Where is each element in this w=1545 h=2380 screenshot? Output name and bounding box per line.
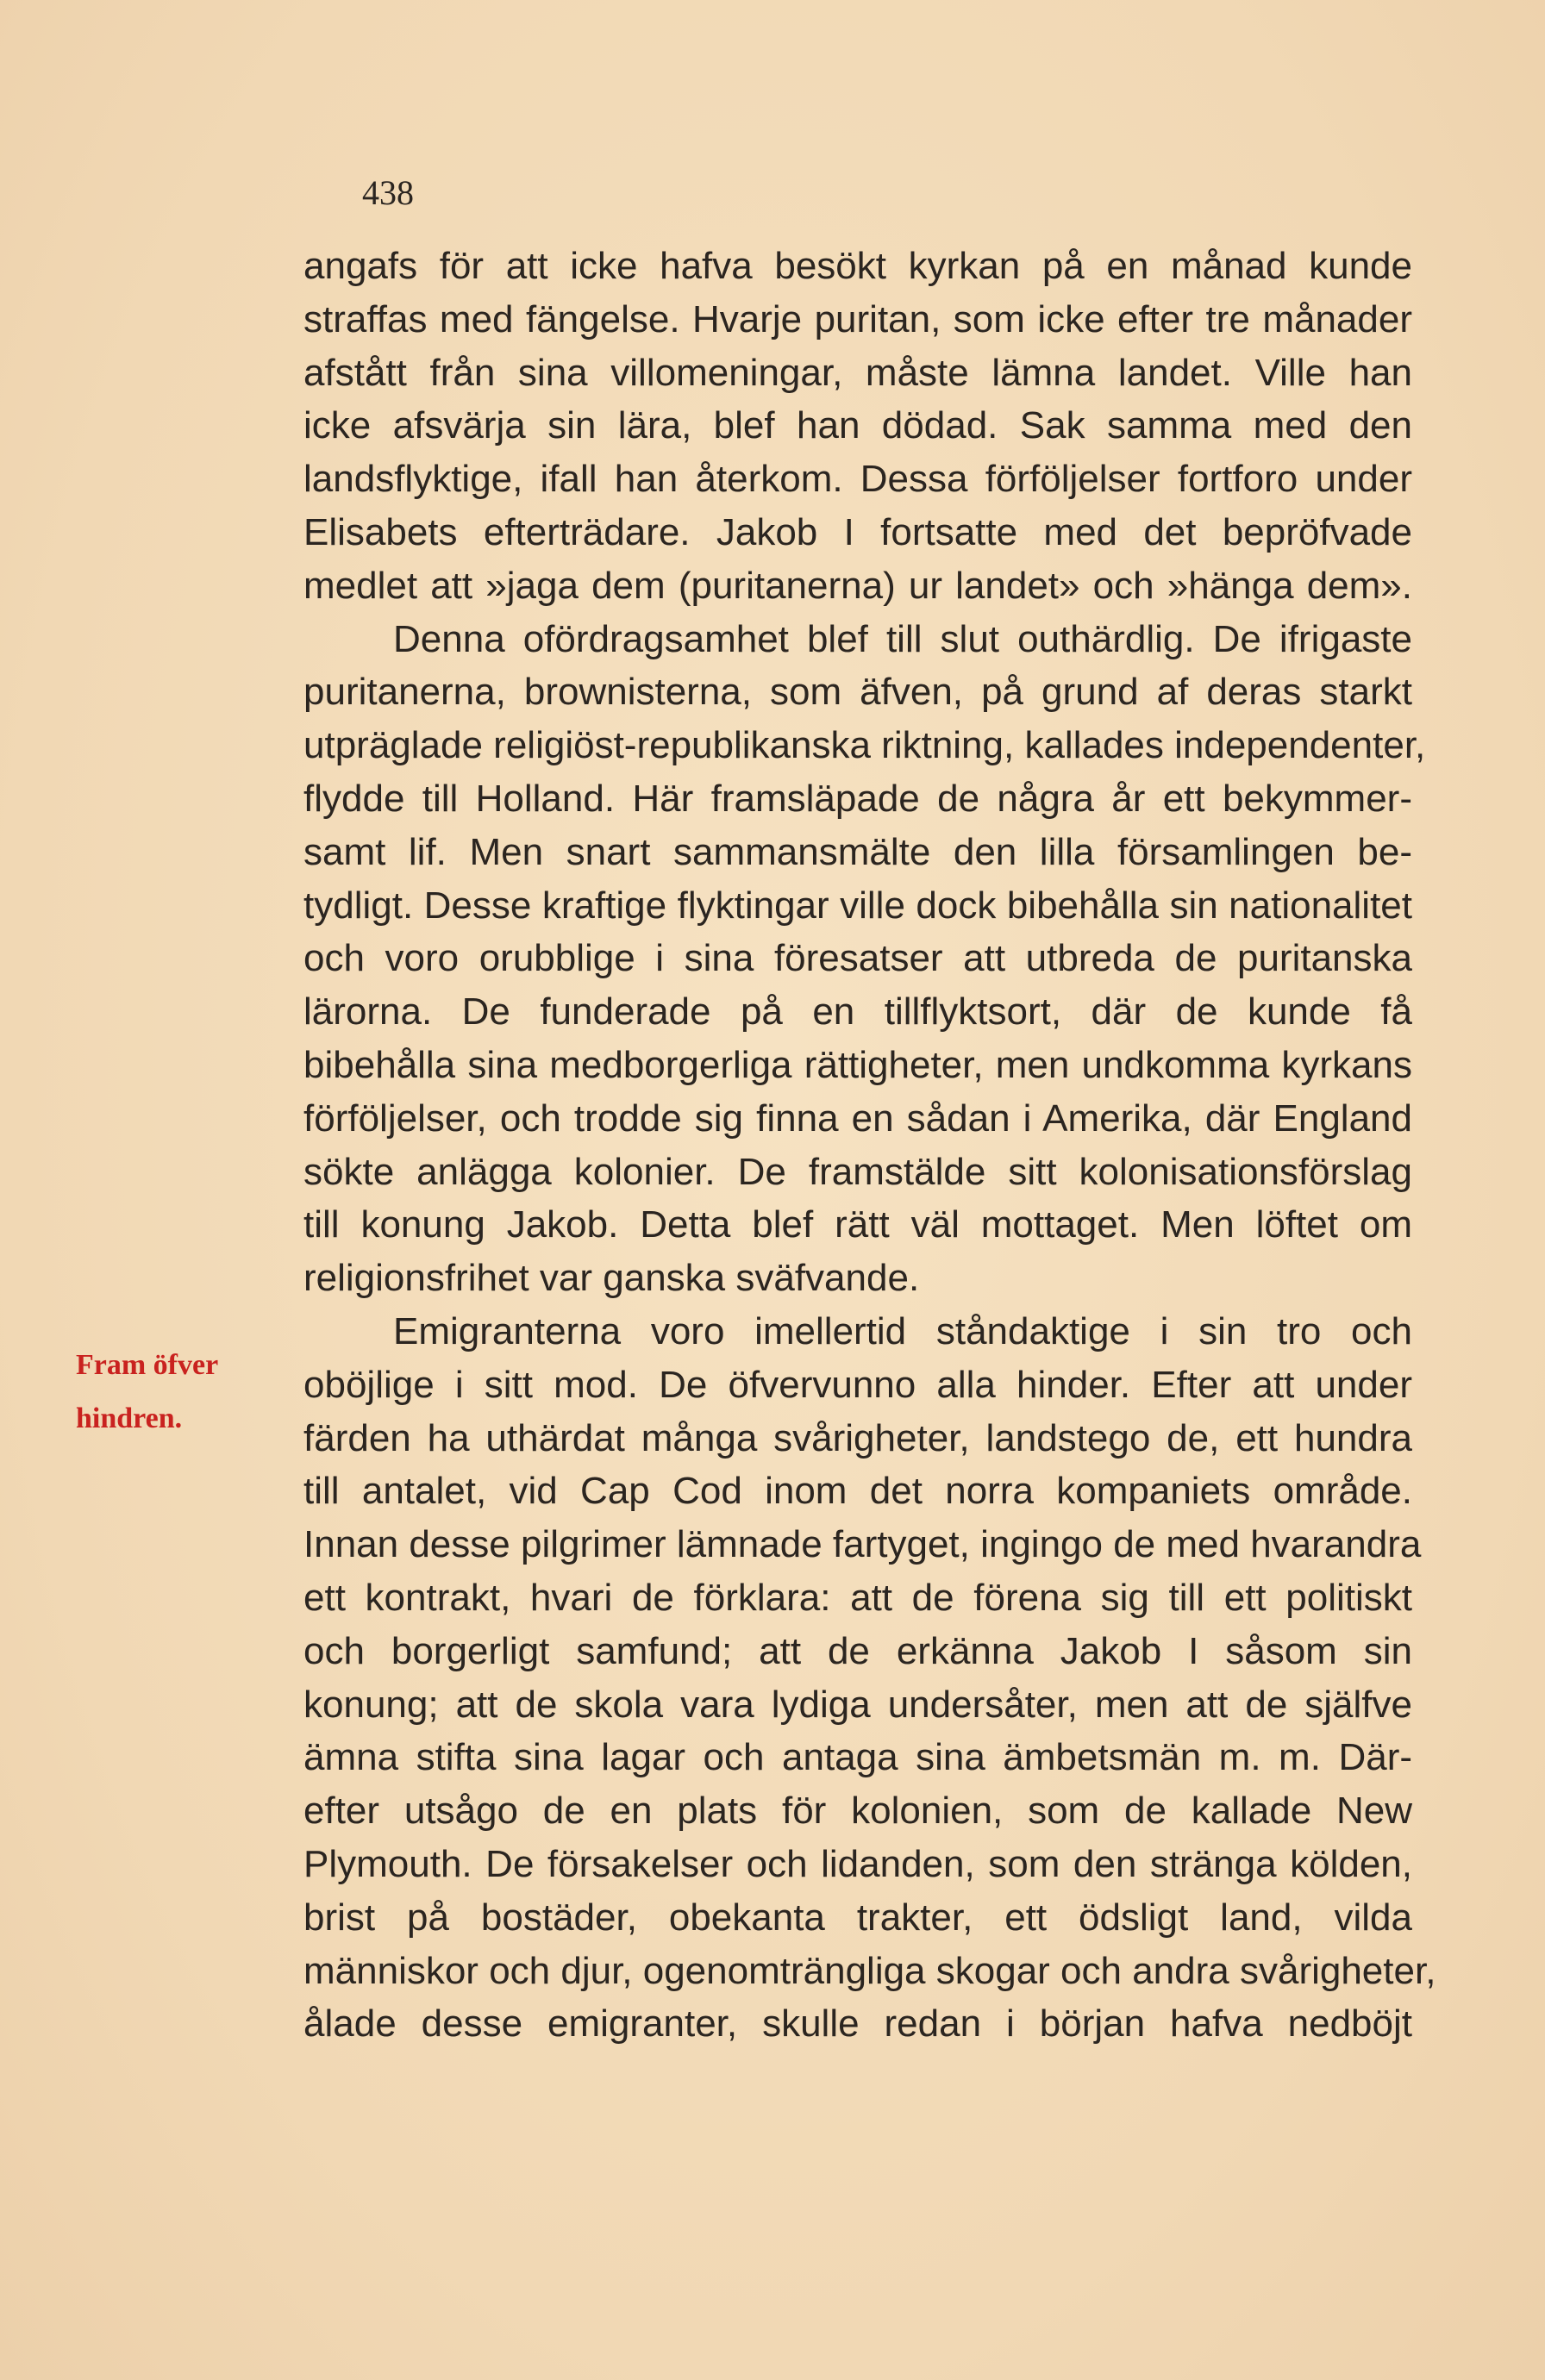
margin-note-line: hindren. [76,1402,183,1434]
paragraph-1 [303,240,1426,1305]
text-line: människor och djur, ogenomträngliga skogar och andra svårigheter, [303,1949,1436,1992]
text-line: Plymouth. De försakelser och lidanden, som den stränga kölden, [303,1842,1412,1885]
margin-note-line: Fram öfver [76,1349,219,1381]
body-text [303,240,1436,2051]
text-line: och borgerligt samfund; att de erkänna Jakob I såsom sin [303,1629,1412,1672]
text-line: puritanerna, brownisterna, som äfven, på grund af deras starkt [303,671,1412,714]
text-line: Elisabets efterträdare. Jakob I fortsatte med det bepröfvade [303,510,1412,553]
text-line: straffas med fängelse. Hvarje puritan, som icke efter tre månader [303,297,1412,340]
paragraph-2 [303,1305,1436,2051]
text-line: brist på bostäder, obekanta trakter, ett ödsligt land, vilda [303,1896,1412,1939]
text-line: icke afsvärja sin lära, blef han dödad. Sak samma med den [303,404,1412,447]
text-line: flydde till Holland. Här framsläpade de några år ett bekymmer- [303,777,1412,820]
text-line: Innan desse pilgrimer lämnade fartyget, ingingo de med hvarandra [303,1523,1422,1566]
text-line: till antalet, vid Cap Cod inom det norra kompaniets område. [303,1470,1412,1513]
text-line: lärorna. De funderade på en tillflyktsort, där de kunde få [303,990,1412,1034]
text-line: förföljelser, och trodde sig finna en sådan i Amerika, där England [303,1096,1412,1140]
text-line: angafs för att icke hafva besökt kyrkan på en månad kunde [303,245,1412,287]
text-line: färden ha uthärdat många svårigheter, landstego de, ett hundra [303,1416,1412,1459]
margin-note [76,1339,218,1446]
page-number: 438 [362,173,414,212]
text-line: till konung Jakob. Detta blef rätt väl mottaget. Men löftet om [303,1203,1412,1246]
text-line: ett kontrakt, hvari de förklara: att de förena sig till ett politiskt [303,1576,1412,1619]
text-line: medlet att »jaga dem (puritanerna) ur landet» och »hänga dem». [303,564,1412,607]
text-line: ämna stifta sina lagar och antaga sina ämbetsmän m. m. Där- [303,1736,1412,1779]
text-line: tydligt. Desse kraftige flyktingar ville dock bibehålla sin nationalitet [303,884,1412,927]
text-line: afstått från sina villomeningar, måste lämna landet. Ville han [303,351,1412,394]
text-line: religionsfrihet var ganska sväfvande. [303,1257,920,1300]
text-line: ålade desse emigranter, skulle redan i början hafva nedböjt [303,2002,1412,2046]
text-line: sökte anlägga kolonier. De framstälde sitt kolonisationsförslag [303,1150,1412,1193]
text-line: oböjlige i sitt mod. De öfvervunno alla hinder. Efter att under [303,1363,1412,1406]
text-line: samt lif. Men snart sammansmälte den lilla församlingen be- [303,830,1412,873]
text-line: bibehålla sina medborgerliga rättigheter, men undkomma kyrkans [303,1043,1412,1086]
text-line: Emigranterna voro imellertid ståndaktige i sin tro och [393,1309,1412,1352]
text-line: efter utsågo de en plats för kolonien, som de kallade New [303,1790,1412,1833]
text-line: och voro orubblige i sina föresatser att utbreda de puritanska [303,937,1412,980]
text-line: landsflyktige, ifall han återkom. Dessa förföljelser fortforo under [303,458,1412,501]
text-line: konung; att de skola vara lydiga undersåter, men att de själfve [303,1683,1412,1726]
text-line: utpräglade religiöst-republikanska riktning, kallades independenter, [303,724,1426,767]
text-line: Denna ofördragsamhet blef till slut outhärdlig. De ifrigaste [393,617,1412,660]
